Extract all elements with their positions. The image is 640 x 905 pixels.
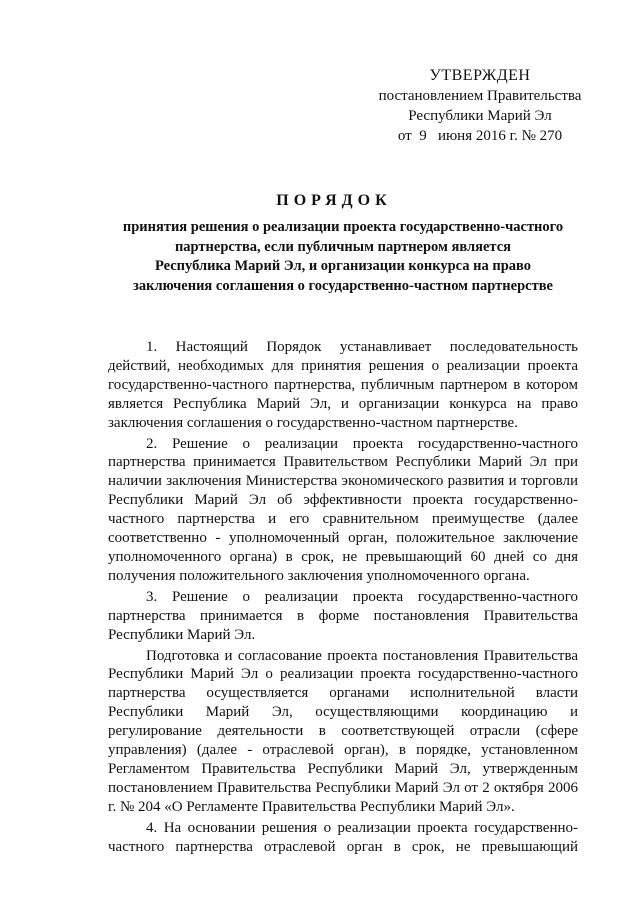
subtitle-line-4: заключения соглашения о государственно-частном партнерстве: [133, 277, 553, 294]
approval-date-line: [355, 126, 605, 146]
subtitle-line-3: Республика Марий Эл, и организации конкурса на право: [154, 258, 532, 274]
document-body: [108, 338, 578, 858]
approval-heading: УТВЕРЖДЕН: [429, 67, 531, 84]
paragraph-3: 3. Решение о реализации проекта государственно-частного партнерства принимается в форме постановления Правительства Республики Марий Эл.: [108, 588, 578, 643]
paragraph-2: 2. Решение о реализации проекта государственно-частного партнерства принимается Правительством Республики Марий Эл при наличии заключения Министерства экономического развития и торговли Республики Марий Эл об эффективности проекта государственно-частного партнерства и его сравнительном преимуществе (далее соответственно - уполномоченный орган, положительное заключение уполномоченного органа) в срок, не превышающий 60 дней со дня получения положительного заключения уполномоченного органа.: [108, 435, 578, 584]
document-title: ПОРЯДОК: [276, 192, 392, 209]
approval-line-2: Республики Марий Эл: [408, 108, 552, 124]
paragraph-1: 1. Настоящий Порядок устанавливает последовательность действий, необходимых для принятия решения о реализации проекта государственно-частного партнерства, публичным партнером в котором является Республика Марий Эл, и организации конкурса на право заключения соглашения о государственно-частном партнерстве.: [108, 339, 578, 431]
approval-stamp: [355, 66, 605, 146]
subtitle-line-1: принятия решения о реализации проекта государственно-частного: [122, 219, 564, 235]
approval-line-1: постановлением Правительства: [378, 88, 582, 104]
approval-date-text: от 9 июня 2016 г. № 270: [397, 128, 563, 144]
subtitle-line-2: партнерства, если публичным партнером является: [174, 238, 512, 255]
paragraph-4: 4. На основании решения о реализации проекта государственно-частного партнерства отраслевой орган в срок, не превышающий: [108, 819, 578, 855]
paragraph-3-continuation: Подготовка и согласование проекта постановления Правительства Республики Марий Эл о реализации проекта государственно-частного партнерства осуществляется органами исполнительной власти Республики Марий Эл, осуществляющими координацию и регулирование деятельности в соответствующей отрасли (сфере управления) (далее - отраслевой орган), в порядке, установленном Регламентом Правительства Республики Марий Эл, утвержденным постановлением Правительства Республики Марий Эл от 2 октября 2006 г. № 204 «О Регламенте Правительства Республики Марий Эл».: [108, 647, 578, 815]
document-subtitle: [108, 218, 578, 296]
